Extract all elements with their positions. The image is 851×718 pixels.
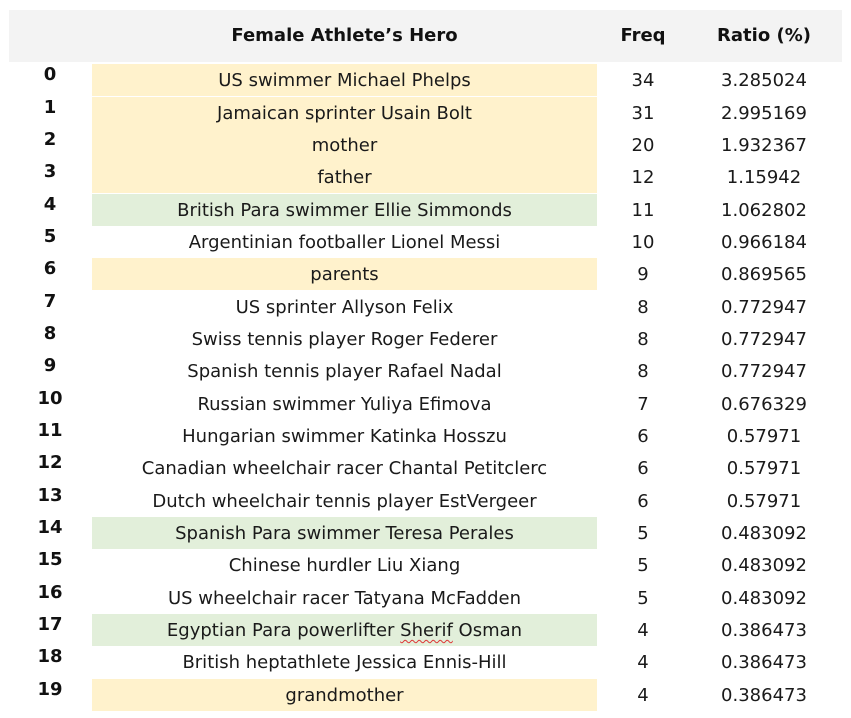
hero-name: Egyptian Para powerlifter: [166, 620, 401, 641]
hero-cell: [92, 452, 597, 484]
table-row: [0, 64, 851, 96]
row-index: 3: [43, 161, 57, 182]
table-row: [0, 485, 851, 517]
row-index: 17: [37, 614, 63, 635]
hero-cell: [92, 161, 597, 193]
row-index: 2: [43, 129, 57, 150]
hero-cell: [92, 194, 597, 226]
freq-cell: 4: [637, 620, 649, 641]
hero-name: Jamaican sprinter Usain Bolt: [217, 103, 472, 124]
freq-cell: 31: [631, 103, 655, 124]
hero-cell: [92, 517, 597, 549]
table-row: [0, 291, 851, 323]
table-row: [0, 517, 851, 549]
ratio-cell: 0.386473: [721, 685, 807, 706]
header-hero: Female Athlete’s Hero: [231, 25, 458, 46]
hero-cell: [92, 323, 597, 355]
row-index: 15: [37, 549, 63, 570]
row-index: 18: [37, 646, 63, 667]
ratio-cell: 3.285024: [721, 70, 807, 91]
freq-cell: 5: [637, 588, 649, 609]
table-row: [0, 452, 851, 484]
hero-cell: [92, 226, 597, 258]
freq-cell: 7: [637, 394, 649, 415]
hero-cell: [92, 129, 597, 161]
hero-name: US swimmer Michael Phelps: [218, 70, 471, 91]
table-row: [0, 646, 851, 678]
hero-name: Spanish tennis player Rafael Nadal: [187, 361, 502, 382]
hero-name: mother: [311, 135, 378, 156]
table-row: [0, 355, 851, 387]
row-index: 13: [37, 485, 63, 506]
hero-name: British heptathlete Jessica Ennis-Hill: [182, 652, 507, 673]
ratio-cell: 0.483092: [721, 555, 807, 576]
ratio-cell: 0.869565: [721, 264, 807, 285]
ratio-cell: 0.57971: [726, 426, 802, 447]
hero-cell: [92, 64, 597, 96]
hero-cell: [92, 291, 597, 323]
hero-cell: [92, 355, 597, 387]
hero-name: Spanish Para swimmer Teresa Perales: [175, 523, 514, 544]
hero-cell: [92, 614, 597, 646]
freq-cell: 5: [637, 555, 649, 576]
hero-name: Hungarian swimmer Katinka Hosszu: [182, 426, 507, 447]
hero-cell: [92, 646, 597, 678]
freq-cell: 8: [637, 297, 649, 318]
ratio-cell: 0.676329: [721, 394, 807, 415]
ratio-cell: 1.062802: [721, 200, 807, 221]
ratio-cell: 0.483092: [721, 588, 807, 609]
hero-name-rest: Osman: [452, 620, 523, 641]
hero-name: parents: [310, 264, 379, 285]
hero-name: father: [317, 167, 372, 188]
row-index: 4: [43, 194, 57, 215]
freq-cell: 10: [631, 232, 655, 253]
hero-cell: [92, 97, 597, 129]
table-row: [0, 679, 851, 711]
table-row: [0, 614, 851, 646]
table-row: [0, 388, 851, 420]
hero-name: Canadian wheelchair racer Chantal Petitclerc: [141, 458, 548, 479]
freq-cell: 8: [637, 361, 649, 382]
ratio-cell: 0.386473: [721, 620, 807, 641]
table-row: [0, 97, 851, 129]
hero-name: Argentinian footballer Lionel Messi: [188, 232, 501, 253]
hero-cell: [92, 679, 597, 711]
hero-cell: [92, 549, 597, 581]
ratio-cell: 2.995169: [721, 103, 807, 124]
freq-cell: 8: [637, 329, 649, 350]
freq-cell: 6: [637, 458, 649, 479]
ratio-cell: 0.772947: [721, 297, 807, 318]
hero-name: US wheelchair racer Tatyana McFadden: [167, 588, 522, 609]
row-index: 7: [43, 291, 57, 312]
freq-cell: 4: [637, 652, 649, 673]
row-index: 16: [37, 582, 63, 603]
ratio-cell: 0.386473: [721, 652, 807, 673]
hero-cell: [92, 258, 597, 290]
ratio-cell: 0.772947: [721, 329, 807, 350]
row-index: 11: [37, 420, 63, 441]
freq-cell: 4: [637, 685, 649, 706]
hero-name: Russian swimmer Yuliya Efimova: [197, 394, 492, 415]
row-index: 19: [37, 679, 63, 700]
table-row: [0, 420, 851, 452]
row-index: 0: [43, 64, 57, 85]
header-freq: Freq: [620, 25, 666, 46]
ratio-cell: 0.57971: [726, 458, 802, 479]
hero-name: Dutch wheelchair tennis player EstVergeer: [152, 491, 537, 512]
freq-cell: 34: [631, 70, 655, 91]
hero-name: US sprinter Allyson Felix: [235, 297, 454, 318]
row-index: 12: [37, 452, 63, 473]
row-index: 6: [43, 258, 57, 279]
spellcheck-word: Sherif: [400, 620, 453, 641]
freq-cell: 12: [631, 167, 655, 188]
hero-cell: [92, 388, 597, 420]
hero-name: Chinese hurdler Liu Xiang: [228, 555, 461, 576]
ratio-cell: 0.57971: [726, 491, 802, 512]
hero-cell: [92, 582, 597, 614]
row-index: 1: [43, 97, 57, 118]
table-row: [0, 582, 851, 614]
table-row: [0, 129, 851, 161]
ratio-cell: 0.966184: [721, 232, 807, 253]
row-index: 5: [43, 226, 57, 247]
row-index: 8: [43, 323, 57, 344]
ratio-cell: 1.15942: [726, 167, 802, 188]
ratio-cell: 1.932367: [721, 135, 807, 156]
row-index: 9: [43, 355, 57, 376]
table-row: [0, 226, 851, 258]
freq-cell: 9: [637, 264, 649, 285]
freq-cell: 6: [637, 491, 649, 512]
hero-name: British Para swimmer Ellie Simmonds: [177, 200, 512, 221]
header-ratio: Ratio (%): [717, 25, 811, 46]
hero-cell: [92, 420, 597, 452]
ratio-cell: 0.483092: [721, 523, 807, 544]
freq-cell: 6: [637, 426, 649, 447]
freq-cell: 20: [631, 135, 655, 156]
row-index: 10: [37, 388, 63, 409]
hero-name: Swiss tennis player Roger Federer: [191, 329, 498, 350]
table-row: [0, 258, 851, 290]
table-row: [0, 194, 851, 226]
freq-cell: 11: [631, 200, 655, 221]
row-index: 14: [37, 517, 63, 538]
hero-cell: [92, 485, 597, 517]
freq-cell: 5: [637, 523, 649, 544]
table-header: [9, 10, 842, 62]
ratio-cell: 0.772947: [721, 361, 807, 382]
table-row: [0, 323, 851, 355]
table-row: [0, 549, 851, 581]
hero-name: grandmother: [285, 685, 404, 706]
table-row: [0, 161, 851, 193]
